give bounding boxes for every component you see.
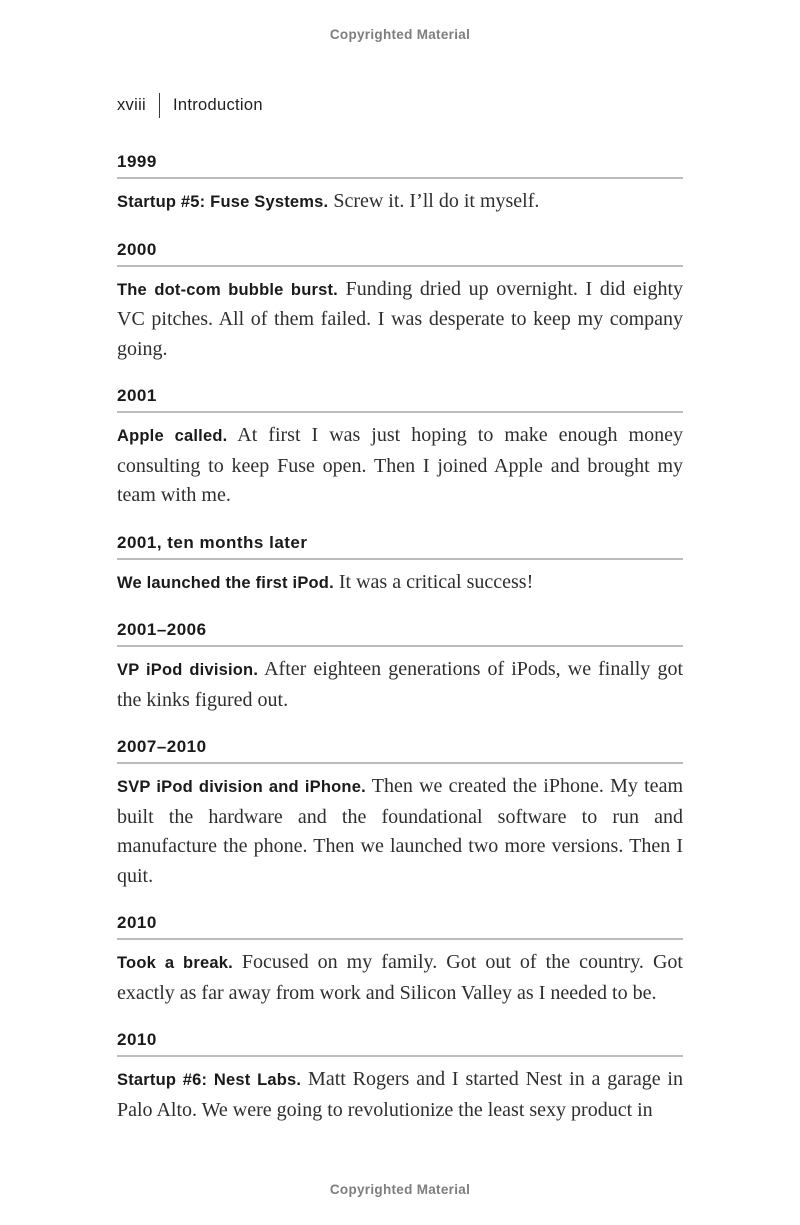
entry-text: Then we created the iPhone. My team built the hardware and the foundational software to run and manufacture the phone. Then we launched two more versions. Then I quit. bbox=[117, 775, 683, 887]
entry-text: Focused on my family. Got out of the country. Got exactly as far away from work and Silicon Valley as I needed to be. bbox=[117, 951, 683, 1004]
copyright-notice-top: Copyrighted Material bbox=[329, 27, 471, 42]
running-head bbox=[117, 93, 263, 118]
entry-body-text bbox=[117, 1065, 683, 1125]
chapter-title: Introduction bbox=[173, 96, 263, 114]
entry-year-heading: 2010 bbox=[117, 1030, 683, 1057]
entry-lead: Startup #5: Fuse Systems. bbox=[117, 193, 329, 211]
entry-lead: Apple called. bbox=[117, 427, 228, 445]
entry-text: Screw it. I’ll do it myself. bbox=[328, 190, 540, 212]
entry-year-heading: 2000 bbox=[117, 240, 683, 267]
entry-year-heading: 2001–2006 bbox=[117, 620, 683, 647]
entry-text: It was a critical success! bbox=[333, 570, 534, 593]
timeline-content bbox=[117, 152, 683, 1147]
running-head-divider bbox=[159, 93, 160, 118]
entry-lead: Startup #6: Nest Labs. bbox=[117, 1071, 302, 1089]
entry-body-text bbox=[117, 655, 683, 715]
timeline-entry bbox=[117, 533, 683, 599]
entry-text: Matt Rogers and I started Nest in a garage in Palo Alto. We were going to revolutionize the least sexy product in bbox=[117, 1068, 683, 1121]
entry-body-text bbox=[117, 275, 683, 365]
timeline-entry bbox=[117, 737, 683, 891]
timeline-entry bbox=[117, 240, 683, 365]
entry-body-text bbox=[117, 948, 683, 1008]
timeline-entry bbox=[117, 1030, 683, 1125]
copyright-notice-bottom: Copyrighted Material bbox=[329, 1182, 471, 1197]
entry-lead: VP iPod division. bbox=[117, 661, 259, 679]
entry-body-text bbox=[117, 568, 683, 599]
entry-year-heading: 2010 bbox=[117, 913, 683, 940]
timeline-entry bbox=[117, 152, 683, 218]
entry-lead: We launched the first iPod. bbox=[117, 573, 334, 592]
entry-year-heading: 2007–2010 bbox=[117, 737, 683, 764]
timeline-entry bbox=[117, 620, 683, 715]
entry-lead: SVP iPod division and iPhone. bbox=[117, 778, 366, 796]
timeline-entry bbox=[117, 386, 683, 511]
entry-text: Funding dried up overnight. I did eighty VC pitches. All of them failed. I was desperate to keep my company going. bbox=[117, 277, 683, 360]
entry-lead: Took a break. bbox=[117, 954, 233, 972]
timeline-entry bbox=[117, 913, 683, 1008]
entry-year-heading: 1999 bbox=[117, 152, 683, 179]
entry-year-heading: 2001, ten months later bbox=[117, 533, 683, 560]
entry-body-text bbox=[117, 772, 683, 891]
entry-text: At first I was just hoping to make enough money consulting to keep Fuse open. Then I joined Apple and brought my team with me. bbox=[117, 424, 683, 506]
entry-lead: The dot-com bubble burst. bbox=[117, 280, 338, 299]
entry-text: After eighteen generations of iPods, we finally got the kinks figured out. bbox=[117, 658, 683, 711]
entry-body-text bbox=[117, 187, 683, 218]
entry-body-text bbox=[117, 421, 683, 511]
page-number: xviii bbox=[117, 96, 146, 114]
entry-year-heading: 2001 bbox=[117, 386, 683, 413]
